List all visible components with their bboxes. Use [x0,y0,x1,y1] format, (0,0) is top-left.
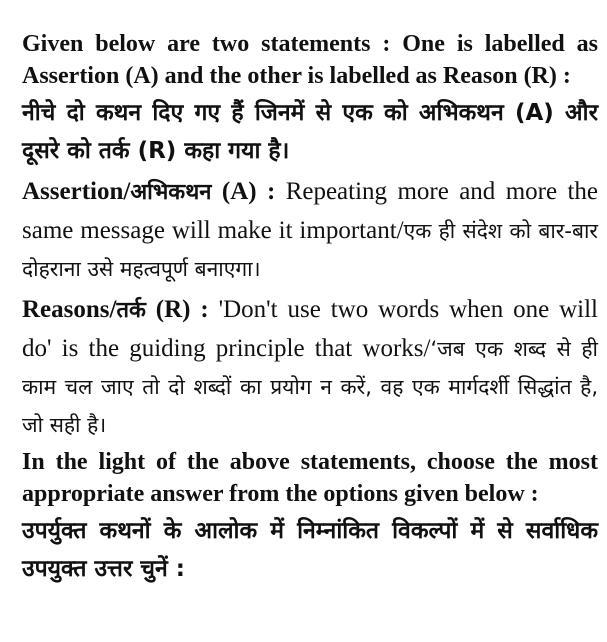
assertion-tag: (A) : [211,178,286,205]
reason-label [22,296,219,323]
assertion-label-hi: अभिकथन [130,180,212,205]
assertion-statement [22,173,598,288]
question-block [22,28,598,588]
intro-hindi: नीचे दो कथन दिए गए हैं जिनमें से एक को अभिकथन (A) और दूसरे को तर्क (R) कहा गया है। [22,100,598,164]
assertion-label [22,178,286,205]
reason-label-en: Reasons/ [22,296,117,323]
reason-text-hi: ‘जब एक शब्द से ही काम चल जाए तो दो शब्दों का प्रयोग न करें, वह एक मार्गदर्शी सिद्धांत है, जो सही है। [22,337,598,437]
reason-tag: (R) : [145,296,219,323]
reason-statement [22,291,598,444]
instruction-hindi: उपर्युक्त कथनों के आलोक में निम्नांकित विकल्पों में से सर्वाधिक उपयुक्त उत्तर चुनें : [22,518,598,582]
assertion-label-en: Assertion/ [22,178,131,205]
assertion-text-hi: एक ही संदेश को बार-बार दोहराना उसे महत्वपूर्ण बनाएगा। [22,219,598,281]
reason-label-hi: तर्क [116,298,146,323]
instruction-english: In the light of the above statements, choose the most appropriate answer from the options given below : [22,449,598,507]
reason-text-en: 'Don't use two words when one will do' is the guiding principle that works/ [22,296,598,362]
intro-english: Given below are two statements : One is labelled as Assertion (A) and the other is labelled as Reason (R) : [22,31,598,89]
assertion-text-en: Repeating more and more the same message will make it important/ [22,178,598,244]
